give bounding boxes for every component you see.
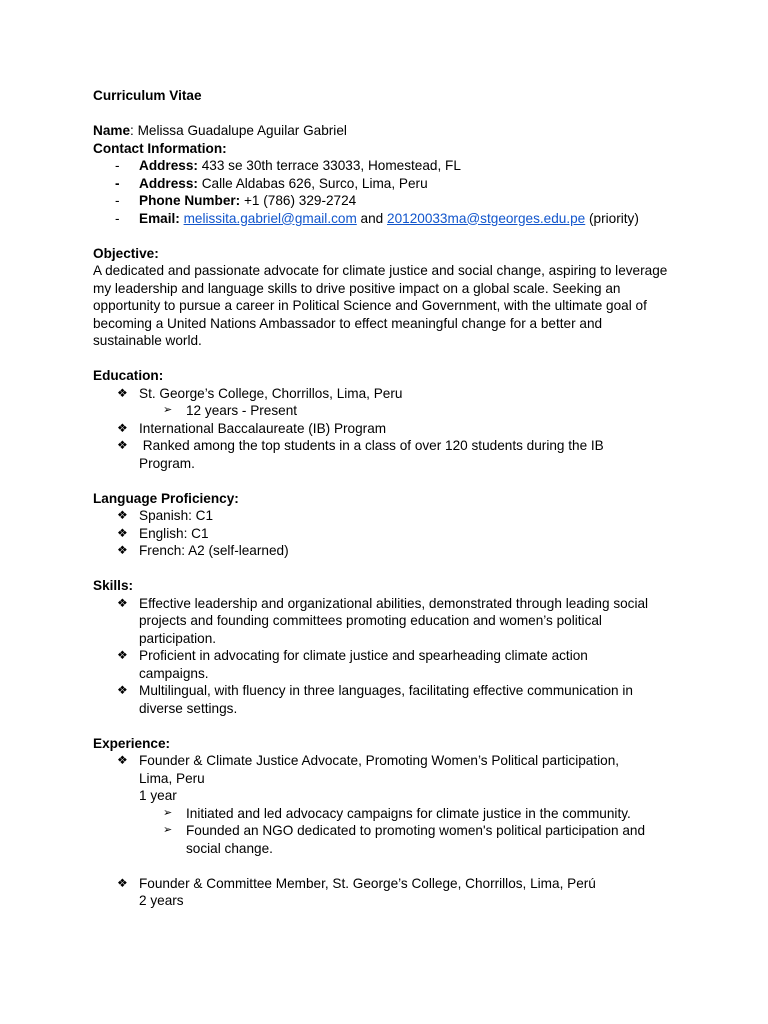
name-line (93, 122, 693, 140)
language-item (93, 507, 693, 525)
dash-bullet: - (115, 193, 120, 208)
phone-value: +1 (786) 329-2724 (240, 193, 357, 208)
language-item (93, 542, 693, 560)
email-link-school[interactable]: 20120033ma@stgeorges.edu.pe (387, 210, 586, 226)
diamond-bullet-icon: ❖ (117, 648, 128, 662)
education-subitem-years (93, 402, 693, 420)
language-item (93, 525, 693, 543)
skill-text: Effective leadership and organizational abilities, demonstrated through leading social projects and founding committees promoting education and women’s political participation. (139, 595, 649, 646)
address-value: 433 se 30th terrace 33033, Homestead, FL (197, 158, 461, 173)
address-label: Address: (139, 158, 198, 173)
address-label: Address: (139, 175, 198, 191)
phone-label: Phone Number: (139, 193, 241, 208)
arrow-bullet-icon: ➢ (163, 824, 173, 836)
experience-subitem-text: Initiated and led advocacy campaigns for climate justice in the community. (186, 805, 631, 821)
language-text: French: A2 (self-learned) (139, 543, 289, 558)
contact-email (93, 210, 693, 228)
language-text: English: C1 (139, 525, 209, 541)
skills-heading: Skills: (93, 578, 134, 593)
experience-duration: 2 years (139, 893, 184, 908)
experience-subitem-text: Founded an NGO dedicated to promoting women's political participation and social change. (186, 823, 646, 856)
diamond-bullet-icon: ❖ (117, 595, 128, 610)
diamond-bullet-icon: ❖ (117, 385, 128, 400)
arrow-bullet-icon: ➢ (163, 404, 173, 416)
experience-subitem (93, 822, 693, 857)
diamond-bullet-icon: ❖ (117, 875, 128, 890)
dash-bullet: - (115, 175, 120, 191)
experience-duration: 1 year (139, 788, 177, 803)
experience-title: Founder & Committee Member, St. George’s College, Chorrillos, Lima, Perú (139, 875, 596, 891)
contact-phone (93, 192, 693, 210)
objective-heading: Objective: (93, 245, 159, 261)
dash-bullet: - (115, 210, 120, 226)
cv-document (93, 87, 693, 910)
language-text: Spanish: C1 (139, 508, 214, 523)
diamond-bullet-icon: ❖ (117, 438, 128, 452)
document-title: Curriculum Vitae (93, 88, 202, 103)
education-item-ranked (93, 437, 693, 472)
name-value: : Melissa Guadalupe Aguilar Gabriel (130, 123, 347, 138)
skill-text: Multilingual, with fluency in three languages, facilitating effective communication in diverse settings. (139, 683, 633, 716)
experience-item (93, 875, 693, 893)
education-ranked: Ranked among the top students in a class of over 120 students during the IB Program. (139, 438, 608, 471)
experience-subitem (93, 805, 693, 823)
diamond-bullet-icon: ❖ (117, 508, 128, 522)
arrow-bullet-icon: ➢ (163, 806, 173, 819)
contact-heading: Contact Information: (93, 140, 227, 156)
contact-address-2 (93, 175, 693, 193)
skill-item (93, 682, 693, 717)
skill-item (93, 595, 693, 648)
dash-bullet: - (115, 158, 120, 173)
skill-item (93, 647, 693, 682)
experience-heading: Experience: (93, 735, 171, 751)
diamond-bullet-icon: ❖ (117, 683, 128, 697)
education-item-school (93, 385, 693, 403)
experience-item (93, 752, 693, 787)
email-label: Email: (139, 210, 180, 226)
email-and: and (356, 210, 388, 226)
address-value: Calle Aldabas 626, Surco, Lima, Peru (197, 175, 428, 191)
education-item-ib (93, 420, 693, 438)
diamond-bullet-icon: ❖ (117, 753, 128, 767)
contact-address-1 (93, 157, 693, 175)
objective-text: A dedicated and passionate advocate for climate justice and social change, aspiring to leverage my leadership and language skills to drive positive impact on a global scale. Seeking an opportunity to pursue a career in Political Science and Government, with the ultimate goal of becoming a United Nations Ambassador to effect meaningful change for a better and sustainable world. (93, 263, 668, 348)
education-years: 12 years - Present (186, 403, 298, 418)
education-heading: Education: (93, 368, 164, 383)
skill-text: Proficient in advocating for climate justice and spearheading climate action campaigns. (139, 648, 588, 681)
diamond-bullet-icon: ❖ (117, 420, 128, 435)
email-note: (priority) (585, 210, 639, 226)
education-ib: International Baccalaureate (IB) Program (139, 420, 387, 436)
email-link-personal[interactable]: melissita.gabriel@gmail.com (183, 210, 357, 226)
education-school: St. George’s College, Chorrillos, Lima, Peru (139, 385, 403, 401)
languages-heading: Language Proficiency: (93, 490, 239, 506)
diamond-bullet-icon: ❖ (117, 543, 128, 557)
name-label: Name (93, 123, 131, 138)
diamond-bullet-icon: ❖ (117, 525, 128, 540)
experience-title: Founder & Climate Justice Advocate, Promoting Women’s Political participation, Lima, Peru (139, 753, 620, 786)
